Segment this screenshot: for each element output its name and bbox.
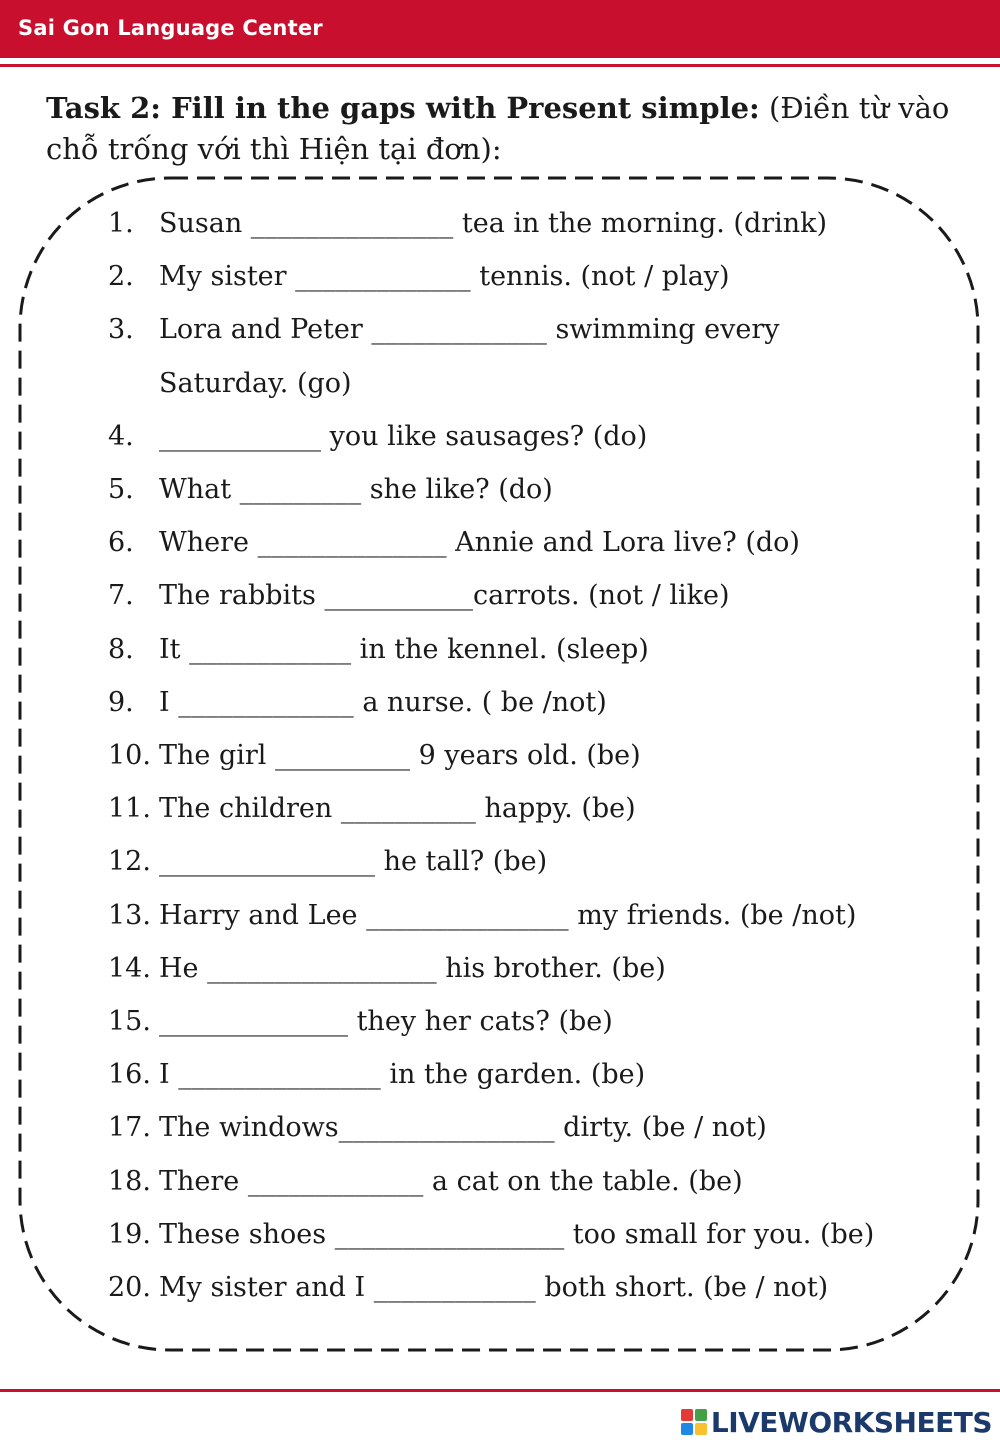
exercise-number: 5.: [108, 474, 134, 505]
exercise-sentence: The windows________________ dirty. (be / not): [159, 1112, 767, 1144]
exercise-sentence: What _________ she like? (do): [159, 474, 553, 505]
exercise-sentence: I _______________ in the garden. (be): [159, 1059, 646, 1091]
exercise-sentence: The children __________ happy. (be): [159, 793, 636, 825]
logo-block: [695, 1423, 707, 1435]
exercise-number: 17.: [108, 1112, 151, 1144]
header-divider: [0, 64, 1000, 67]
exercise-sentence: The girl __________ 9 years old. (be): [159, 740, 641, 771]
exercise-number: 7.: [108, 580, 134, 612]
task-heading-translation: (Điền từ vào chỗ trống với thì Hiện tại đơn):: [46, 91, 950, 166]
task-heading: [46, 88, 976, 170]
exercise-sentence: Where ______________ Annie and Lora live? (do): [159, 527, 800, 559]
exercise-number: 11.: [108, 793, 151, 825]
logo-block: [695, 1409, 707, 1421]
logo-block: [681, 1423, 693, 1435]
exercise-sentence: The rabbits ___________carrots. (not / like): [159, 580, 730, 612]
exercise-number: 20.: [108, 1272, 151, 1303]
exercise-sentence: ______________ they her cats? (be): [159, 1006, 613, 1037]
exercise-number: 19.: [108, 1218, 151, 1250]
exercise-sentence: Lora and Peter _____________ swimming every: [159, 314, 780, 346]
exercise-number: 15.: [108, 1006, 151, 1037]
logo-block: [681, 1409, 693, 1421]
exercise-number: 2.: [108, 261, 134, 293]
exercise-number: 14.: [108, 952, 151, 984]
exercise-number: 12.: [108, 846, 151, 878]
exercise-sentence: I _____________ a nurse. ( be /not): [159, 686, 607, 718]
logo-icon: [681, 1409, 707, 1435]
exercise-sentence: Susan _______________ tea in the morning. (drink): [159, 208, 828, 239]
task-heading-bold: Task 2: Fill in the gaps with Present simple:: [46, 91, 760, 125]
logo-text: LIVEWORKSHEETS: [710, 1405, 992, 1439]
exercise-number: 3.: [108, 314, 134, 346]
footer-divider: [0, 1389, 1000, 1392]
header-bar: [0, 0, 1000, 58]
exercise-sentence: These shoes _________________ too small for you. (be): [159, 1218, 875, 1250]
exercise-number: 4.: [108, 420, 134, 452]
exercise-number: 6.: [108, 527, 134, 559]
exercise-sentence: ____________ you like sausages? (do): [159, 420, 648, 452]
exercise-number: 18.: [108, 1165, 151, 1197]
liveworksheets-logo: [681, 1404, 992, 1440]
exercise-sentence: My sister and I ____________ both short. (be / not): [159, 1272, 829, 1303]
header-title: Sai Gon Language Center: [18, 16, 323, 40]
exercise-sentence: Saturday. (go): [159, 367, 352, 399]
exercise-sentence: There _____________ a cat on the table. (be): [159, 1165, 743, 1197]
exercise-sentence: ________________ he tall? (be): [159, 846, 548, 878]
exercise-sentence: Harry and Lee _______________ my friends. (be /not): [159, 899, 857, 931]
exercise-number: 8.: [108, 633, 134, 665]
exercise-sentence: My sister _____________ tennis. (not / play): [159, 261, 730, 293]
exercise-number: 13.: [108, 899, 151, 931]
exercise-number: 10.: [108, 740, 151, 771]
exercise-sentence: He _________________ his brother. (be): [159, 952, 666, 984]
exercise-number: 1.: [108, 208, 134, 239]
exercise-sentence: It ____________ in the kennel. (sleep): [159, 633, 649, 665]
exercise-number: 9.: [108, 686, 134, 718]
exercise-number: 16.: [108, 1059, 151, 1091]
